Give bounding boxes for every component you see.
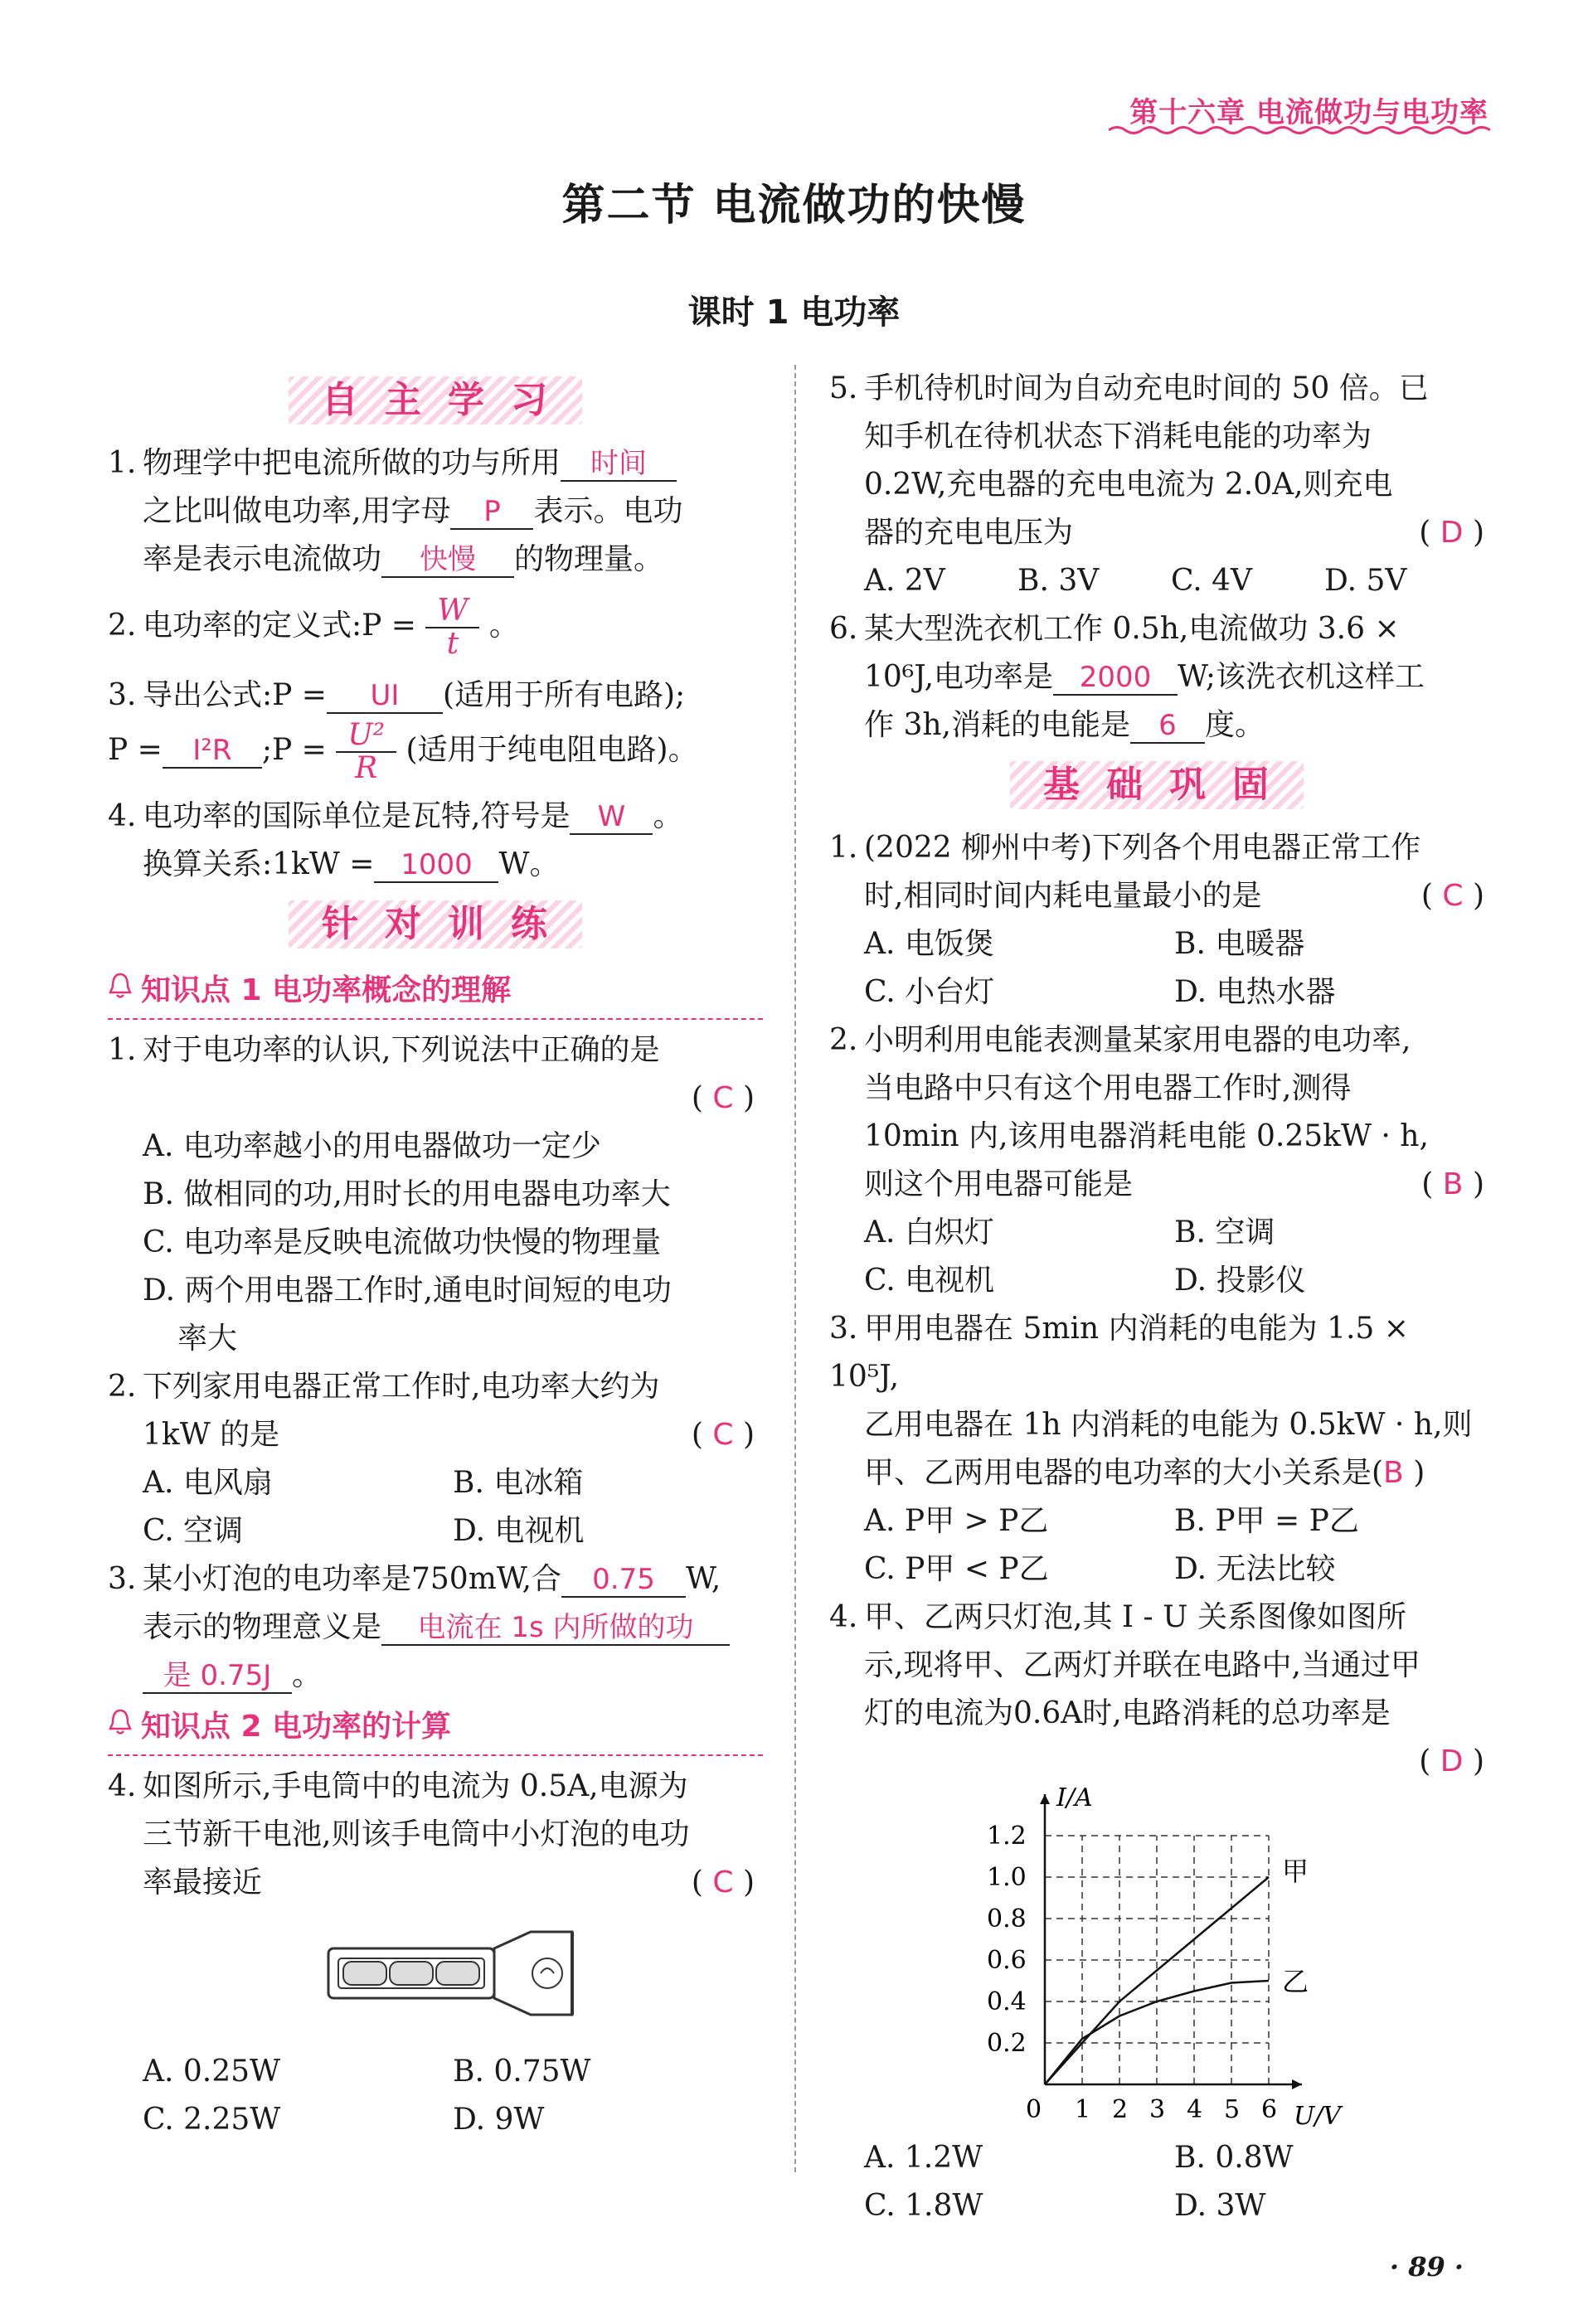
- x-axis-label: U/V: [1294, 2102, 1342, 2131]
- answer-blank: 2000: [1053, 661, 1178, 696]
- answer-choice: C: [1442, 879, 1464, 913]
- section-consolidate: [829, 750, 1484, 824]
- consolidate-q1: 1. (2022 柳州中考)下列各个用电器正常工作 时,相同时间内耗电量最小的是 ( C ) A. 电饭煲 B. 电暖器 C. 小台灯 D. 电热水器: [829, 824, 1484, 1016]
- series-label: 甲: [1282, 1856, 1309, 1887]
- section-consolidate-title: 基础巩固: [1010, 761, 1304, 809]
- fraction-answer: $\frac{W}{t}$: [425, 595, 479, 660]
- option: A. 电功率越小的用电器做功一定少: [143, 1129, 601, 1163]
- page-number: · 89 ·: [1389, 2251, 1464, 2283]
- answer-blank: W: [570, 800, 653, 835]
- x-tick-label: 6: [1261, 2095, 1278, 2124]
- practice-q1: 1. 对于电功率的认识,下列说法中正确的是 ( C ) A. 电功率越小的用电器做功一定少 B. 做相同的功,用时长的用电器电功率大 C. 电功率是反映电流做功快慢的物理量 D. 两个用电器工作时,通电时间短的电功 率大: [108, 1026, 763, 1363]
- fraction-answer: $\frac{\text{U²}}{R}$: [336, 720, 396, 784]
- x-axis-arrow: [1292, 2079, 1302, 2089]
- consolidate-q2: 2. 小明利用电能表测量某家用电器的电功率, 当电路中只有这个用电器工作时,测得 10min 内,该用电器消耗电能 0.25kW · h, 则这个用电器可能是 ( B ) A. 白炽灯 B. 空调 C. 电视机 D. 投影仪: [829, 1016, 1484, 1305]
- iu-chart-container: [829, 1786, 1484, 2134]
- y-tick-label: 1.2: [987, 1822, 1027, 1851]
- answer-choice: D: [1440, 516, 1464, 550]
- practice-q3: 3. 某小灯泡的电功率是750mW,合 0.75 W, 表示的物理意义是 电流在 1s 内所做的功 是 0.75J 。: [108, 1555, 763, 1700]
- self-study-q3: 3. 导出公式:P = UI (适用于所有电路); P = I²R ;P = $\frac{\text{U²}}{R}$ (适用于纯电阻电路)。: [108, 678, 698, 785]
- option: C. 电功率是反映电流做功快慢的物理量: [143, 1225, 662, 1259]
- options-row: C. 2.25W D. 9W: [143, 2103, 545, 2137]
- practice-q2: 2. 下列家用电器正常工作时,电功率大约为 1kW 的是 ( C ) A. 电风扇 B. 电冰箱 C. 空调 D. 电视机: [108, 1363, 763, 1555]
- options-row: A. 白炽灯 B. 空调: [864, 1215, 1275, 1249]
- options-row: C. 小台灯 D. 电热水器: [864, 975, 1336, 1009]
- y-tick-label: 0.8: [987, 1904, 1027, 1933]
- column-divider: [794, 365, 796, 2172]
- option: D. 两个用电器工作时,通电时间短的电功: [143, 1274, 672, 1308]
- options-row: C. 空调 D. 电视机: [143, 1514, 585, 1548]
- options-row: C. 1.8W D. 3W: [864, 2189, 1266, 2223]
- options-row: A. 1.2W B. 0.8W: [864, 2141, 1294, 2175]
- x-tick-label: 1: [1075, 2095, 1091, 2124]
- section-self-study: [108, 365, 763, 439]
- answer-choice: D: [1440, 1744, 1464, 1778]
- page-title: 第二节 电流做功的快慢: [561, 181, 1027, 230]
- self-study-q2: 2. 电功率的定义式:P = $\frac{W}{t}$ 。: [108, 594, 519, 661]
- answer-choice: C: [712, 1081, 734, 1115]
- flashlight-icon: [323, 1924, 622, 2023]
- options-row: C. P甲 < P乙 D. 无法比较: [864, 1552, 1336, 1586]
- x-tick-label: 2: [1112, 2095, 1129, 2124]
- answer-blank: 1000: [374, 848, 498, 883]
- y-tick-label: 0.4: [987, 1987, 1027, 2016]
- series-label: 乙: [1282, 1966, 1309, 1997]
- flashlight-figure: [108, 1907, 763, 2048]
- options-row: A. P甲 > P乙 B. P甲 = P乙: [864, 1504, 1359, 1538]
- y-axis-label: I/A: [1056, 1786, 1093, 1812]
- self-study-q6: 6. 某大型洗衣机工作 0.5h,电流做功 3.6 × 10⁶J,电功率是 2000 W;该洗衣机这样工 作 3h,消耗的电能是 6 度。: [829, 612, 1425, 742]
- y-tick-label: 1.0: [987, 1863, 1027, 1892]
- x-tick-label: 4: [1187, 2095, 1203, 2124]
- y-tick-label: 0.2: [987, 2029, 1027, 2058]
- answer-blank: 是 0.75J: [143, 1659, 292, 1694]
- answer-choice: B: [1383, 1456, 1404, 1490]
- answer-choice: C: [712, 1418, 734, 1452]
- lesson-title: 课时 1 电功率: [687, 294, 901, 332]
- consolidate-q4: 4. 甲、乙两只灯泡,其 I - U 关系图像如图所 示,现将甲、乙两灯并联在电路中,当通过甲 灯的电流为0.6A时,电路消耗的总功率是 ( D ) I/A U/V 0 1 2 3 4 5 6 0.2 0.4 0.6 0.8 1.0 1.2 甲 乙 A. 1.2W B. 0.8W C. 1.8W D. 3W: [829, 1594, 1484, 2230]
- chapter-header: 第十六章 电流做功与电功率: [1129, 96, 1488, 129]
- answer-blank: 时间: [561, 447, 677, 482]
- knowledge-point-1: 知识点 1 电功率概念的理解: [108, 967, 763, 1020]
- option-continuation: 率大: [177, 1322, 238, 1356]
- answer-choice: B: [1442, 1167, 1464, 1201]
- section-practice: [108, 889, 763, 963]
- left-column: [108, 365, 763, 2144]
- y-axis-arrow: [1040, 1794, 1050, 1804]
- section-self-study-title: 自主学习: [289, 376, 582, 425]
- answer-blank: P: [450, 495, 533, 530]
- x-tick-label: 5: [1224, 2095, 1241, 2124]
- answer-blank: 0.75: [561, 1563, 686, 1598]
- options-row: A. 2V B. 3V C. 4V D. 5V: [864, 564, 1407, 598]
- options-row: A. 0.25W B. 0.75W: [143, 2055, 591, 2089]
- right-column: [829, 365, 1484, 2230]
- y-tick-label: 0.6: [987, 1946, 1027, 1975]
- bell-icon: [108, 967, 141, 1015]
- knowledge-point-2: 知识点 2 电功率的计算: [108, 1703, 763, 1756]
- section-practice-title: 针对训练: [289, 900, 582, 949]
- x-tick-label: 3: [1149, 2095, 1166, 2124]
- self-study-q4: 4. 电功率的国际单位是瓦特,符号是 W 。 换算关系:1kW = 1000 W。: [108, 799, 683, 881]
- iu-chart: [970, 1786, 1435, 2134]
- answer-blank: 快慢: [381, 543, 514, 578]
- answer-choice: C: [712, 1866, 734, 1899]
- answer-blank: UI: [327, 679, 443, 714]
- answer-blank: 6: [1130, 709, 1205, 744]
- options-row: C. 电视机 D. 投影仪: [864, 1264, 1306, 1298]
- bell-icon: [108, 1703, 141, 1751]
- practice-q4: 4. 如图所示,手电筒中的电流为 0.5A,电源为 三节新干电池,则该手电筒中小灯泡的电功 率最接近 ( C ) A. 0.25W B. 0.75W C. 2.25W D. 9W: [108, 1763, 763, 2144]
- header-wave-decoration: [1109, 124, 1490, 136]
- option: B. 做相同的功,用时长的用电器电功率大: [143, 1177, 671, 1211]
- x-tick-label: 0: [1026, 2095, 1042, 2124]
- consolidate-q3: 3. 甲用电器在 5min 内消耗的电能为 1.5 × 10⁵J, 乙用电器在 1h 内消耗的电能为 0.5kW · h,则 甲、乙两用电器的电功率的大小关系是(B ) A. P甲 > P乙 B. P甲 = P乙 C. P甲 < P乙 D. 无法比较: [829, 1305, 1484, 1594]
- answer-blank: 电流在 1s 内所做的功: [381, 1611, 730, 1646]
- self-study-q5: 5. 手机待机时间为自动充电时间的 50 倍。已 知手机在待机状态下消耗电能的功率为 0.2W,充电器的充电电流为 2.0A,则充电 器的充电电压为 ( D ) A. 2V B. 3V C. 4V D. 5V: [829, 365, 1484, 605]
- options-row: A. 电饭煲 B. 电暖器: [864, 927, 1305, 961]
- self-study-q1: 1. 物理学中把电流所做的功与所用 时间 之比叫做电功率,用字母 P 表示。电功 率是表示电流做功 快慢 的物理量。: [108, 446, 683, 576]
- answer-blank: I²R: [163, 734, 262, 769]
- options-row: A. 电风扇 B. 电冰箱: [143, 1466, 584, 1500]
